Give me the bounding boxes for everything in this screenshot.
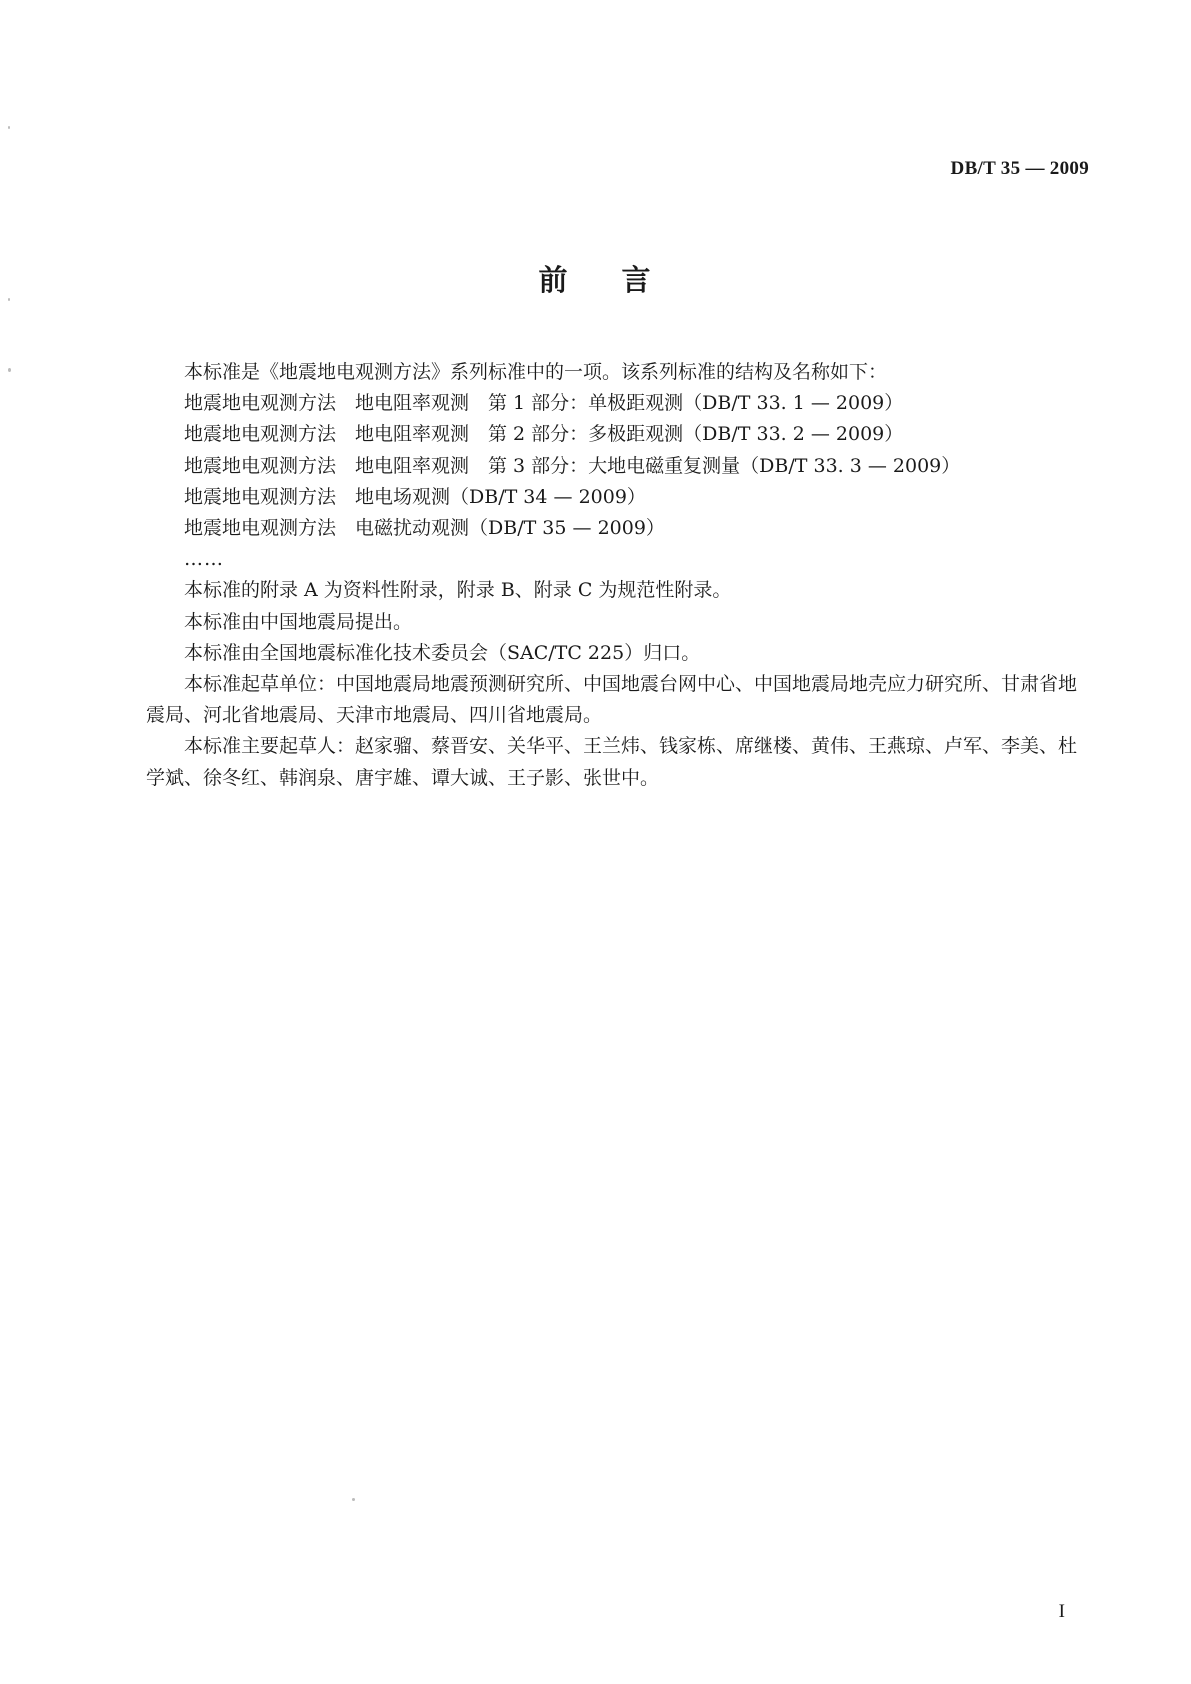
- drafting-units-paragraph: 本标准起草单位：中国地震局地震预测研究所、中国地震台网中心、中国地震局地壳应力研究所、甘肃省地震局、河北省地震局、天津市地震局、四川省地震局。: [146, 673, 1078, 727]
- scan-speck: [8, 298, 10, 301]
- series-item-1: 地震地电观测方法 地电阻率观测 第 1 部分：单极距观测（DB/T 33. 1 — 2009）: [184, 392, 904, 415]
- title-char-1: 前: [538, 263, 570, 297]
- series-item-5: 地震地电观测方法 电磁扰动观测（DB/T 35 — 2009）: [184, 517, 665, 540]
- proposed-by-paragraph: 本标准由中国地震局提出。: [184, 610, 413, 633]
- standard-code: DB/T 35 — 2009: [950, 158, 1089, 179]
- drafters-paragraph: 本标准主要起草人：赵家骝、蔡晋安、关华平、王兰炜、钱家栋、席继楼、黄伟、王燕琼、卢军、李美、杜学斌、徐冬红、韩润泉、唐宇雄、谭大诚、王子影、张世中。: [146, 735, 1078, 789]
- centralized-by-paragraph: 本标准由全国地震标准化技术委员会（SAC/TC 225）归口。: [184, 641, 701, 664]
- series-item-4: 地震地电观测方法 地电场观测（DB/T 34 — 2009）: [184, 485, 646, 508]
- scan-speck: [352, 1498, 355, 1501]
- appendix-paragraph: 本标准的附录 A 为资料性附录，附录 B、附录 C 为规范性附录。: [184, 579, 732, 602]
- foreword-body: [146, 357, 1088, 794]
- scan-speck: [8, 126, 10, 129]
- title-char-2: 言: [621, 263, 653, 297]
- series-item-2: 地震地电观测方法 地电阻率观测 第 2 部分：多极距观测（DB/T 33. 2 — 2009）: [184, 423, 904, 446]
- scan-speck: [8, 368, 11, 372]
- page-number: I: [1058, 1601, 1065, 1622]
- intro-paragraph: 本标准是《地震地电观测方法》系列标准中的一项。该系列标准的结构及名称如下：: [184, 361, 888, 383]
- series-item-3: 地震地电观测方法 地电阻率观测 第 3 部分：大地电磁重复测量（DB/T 33. 3 — 2009）: [184, 454, 961, 477]
- series-ellipsis: ……: [184, 548, 224, 571]
- page-title: [0, 258, 1191, 299]
